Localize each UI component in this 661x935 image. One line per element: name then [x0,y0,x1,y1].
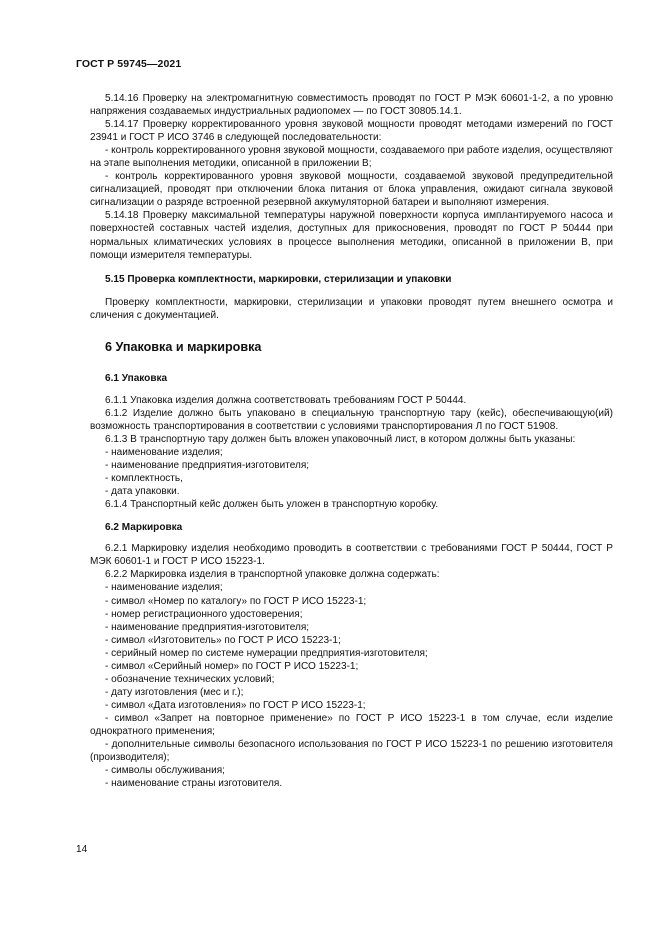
clause-6-2-1: 6.2.1 Маркировку изделия необходимо проводить в соответствии с требованиями ГОСТ Р 50444, ГОСТ Р МЭК 60601-1 и ГОСТ Р ИСО 15223-1. [90,543,613,568]
list-item: - символы обслуживания; [105,765,225,777]
list-item: - дату изготовления (мес и г.); [105,686,244,698]
section-6-2-heading: 6.2 Маркировка [105,522,183,534]
clause-5-15-text: Проверку комплектности, маркировки, стерилизации и упаковки проводят путем внешнего осмотра и сличения с документацией. [90,296,613,321]
list-item: - номер регистрационного удостоверения; [105,608,303,620]
list-item: - серийный номер по системе нумерации предприятия-изготовителя; [105,647,428,659]
list-item: - наименование изделия; [105,582,223,594]
list-item: - наименование изделия; [105,447,223,459]
list-item: - комплектность, [105,473,183,485]
clause-6-1-1: 6.1.1 Упаковка изделия должна соответствовать требованиям ГОСТ Р 50444. [105,394,467,406]
running-header: ГОСТ Р 59745—2021 [76,58,182,70]
list-item: - символ «Дата изготовления» по ГОСТ Р ИСО 15223-1; [105,699,366,711]
clause-6-2-2: 6.2.2 Маркировка изделия в транспортной упаковке должна содержать: [105,569,440,581]
page-content [90,92,613,790]
clause-5-14-16: 5.14.16 Проверку на электромагнитную совместимость проводят по ГОСТ Р МЭК 60601-1-2, а по уровню напряжения создаваемых индустриальных радиопомех — по ГОСТ 30805.14.1. [90,93,613,118]
section-5-15-heading: 5.15 Проверка комплектности, маркировки, стерилизации и упаковки [105,273,452,285]
section-6-1-heading: 6.1 Упаковка [105,372,168,384]
list-item: - символ «Номер по каталогу» по ГОСТ Р ИСО 15223-1; [105,595,367,607]
list-item: - наименование страны изготовителя. [105,778,283,790]
section-6-heading: 6 Упаковка и маркировка [105,339,262,354]
list-item: - контроль корректированного уровня звуковой мощности, создаваемого при работе изделия, осуществляют на этапе выполнения методики, описанной в приложении В; [90,145,613,170]
clause-6-1-4: 6.1.4 Транспортный кейс должен быть уложен в транспортную коробку. [105,499,439,511]
list-item: - наименование предприятия-изготовителя; [105,621,310,633]
list-item: - наименование предприятия-изготовителя; [105,460,310,472]
list-item: - дополнительные символы безопасного использования по ГОСТ Р ИСО 15223-1 по решению изготовителя (производителя); [90,739,613,764]
clause-5-14-18: 5.14.18 Проверку максимальной температуры наружной поверхности корпуса имплантируемого насоса и поверхностей составных частей изделия, доступных для прикосновения, проводят по ГОСТ Р 50444 при нормальных климатических условиях в процессе выполнения методики, описанной в приложении В, при помощи измерителя температуры. [90,210,613,261]
list-item: - символ «Изготовитель» по ГОСТ Р ИСО 15223-1; [105,634,341,646]
clause-5-14-17: 5.14.17 Проверку корректированного уровня звуковой мощности проводят методами измерений по ГОСТ 23941 и ГОСТ Р ИСО 3746 в следующей последовательности: [90,119,613,144]
clause-6-1-3: 6.1.3 В транспортную тару должен быть вложен упаковочный лист, в котором должны быть указаны: [105,433,576,445]
page-number: 14 [76,844,88,855]
clause-6-1-2: 6.1.2 Изделие должно быть упаковано в специальную транспортную тару (кейс), обеспечивающую(ий) возможность транспортирования в соответствии с условиями транспортирования Л по ГОСТ 51908. [90,407,613,432]
list-item: - символ «Серийный номер» по ГОСТ Р ИСО 15223-1; [105,660,359,672]
list-item: - символ «Запрет на повторное применение» по ГОСТ Р ИСО 15223-1 в том случае, если изделие однократного применения; [90,712,613,737]
list-item: - дата упаковки. [105,486,180,498]
list-item: - контроль корректированного уровня звуковой мощности, создаваемой звуковой предупредительной сигнализацией, проводят при отключении блока питания от блока управления, ожидают сигнала звуковой сигнализации о разряде встроенной резервной аккумуляторной батареи и выполняют измерения. [90,171,613,209]
list-item: - обозначение технических условий; [105,673,275,685]
